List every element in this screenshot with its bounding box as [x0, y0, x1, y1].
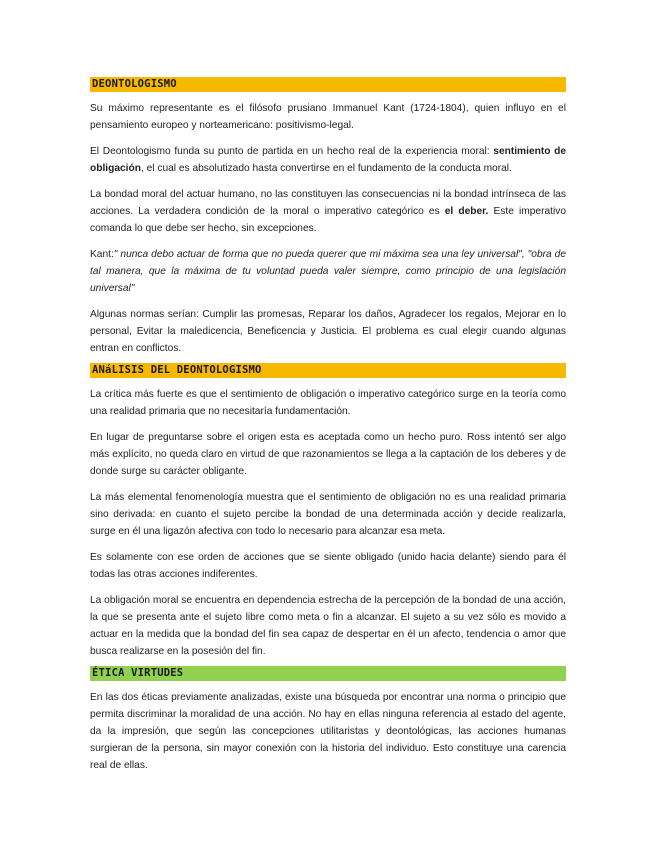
text-run: El Deontologismo funda su punto de partida en un hecho real de la experiencia moral: [90, 146, 494, 157]
bold-text: el deber. [444, 206, 489, 217]
paragraph: La obligación moral se encuentra en dependencia estrecha de la percepción de la bondad de una acción, la que se presenta ante el sujeto libre como meta o fin a alcanzar. El sujeto a su vez sólo es movido a actuar en la medida que la bondad del fin sea capaz de despertar en él un afecto, tendencia o amor que busca realizarse en la posesión del fin. [90, 595, 566, 657]
section-heading-deontologismo: DEONTOLOGISMO [90, 77, 566, 92]
document-page [90, 70, 566, 774]
paragraph [90, 143, 566, 177]
text-run: , el cual es absolutizado hasta convertirse en el fundamento de la conducta moral. [140, 163, 512, 174]
paragraph: Es solamente con ese orden de acciones que se siente obligado (unido hacia delante) siendo para él todas las otras acciones indiferentes. [90, 552, 566, 580]
text-run: Este imperativo comanda lo que debe ser hecho, sin excepciones. [90, 206, 566, 234]
text-run: Kant: [90, 249, 114, 260]
bold-text: sentimiento de obligación [90, 146, 567, 174]
paragraph: En las dos éticas previamente analizadas, existe una búsqueda por encontrar una norma o principio que permita discriminar la moralidad de una acción. No hay en ellas ninguna referencia al estado del agente, da la impresión, que según las concepciones utilitaristas y deontológicas, las acciones humanas surgieran de la persona, sin mayor conexión con la historia del individuo. Esto constituye una carencia real de ellas. [90, 692, 566, 771]
paragraph: Su máximo representante es el filósofo prusiano Immanuel Kant (1724-1804), quien influyo en el pensamiento europeo y norteamericano: positivismo-legal. [90, 103, 566, 131]
section-heading-analisis: ANáLISIS DEL DEONTOLOGISMO [90, 363, 566, 378]
paragraph: La más elemental fenomenología muestra que el sentimiento de obligación no es una realidad primaria sino derivada: en cuanto el sujeto percibe la bondad de una determinada acción y decide realizarla, surge en él una ligazón afectiva con todo lo necesario para alcanzar esa meta. [90, 492, 566, 537]
text-run: La bondad moral del actuar humano, no las constituyen las consecuencias ni la bondad intrínseca de las acciones. La verdadera condición de la moral o imperativo categórico es [90, 189, 566, 217]
section-heading-etica-virtudes: ÉTICA VIRTUDES [90, 666, 566, 681]
quote-paragraph [90, 246, 566, 297]
italic-quote: " nunca debo actuar de forma que no pueda querer que mi máxima sea una ley universal", "obra de tal manera, que la máxima de tu voluntad pueda valer siempre, como principio de una legislación universal" [90, 249, 566, 294]
paragraph: La crítica más fuerte es que el sentimiento de obligación o imperativo categórico surge en la teoría como una realidad primaria que no necesitaría fundamentación. [90, 389, 566, 417]
paragraph: En lugar de preguntarse sobre el origen esta es aceptada como un hecho puro. Ross intentó ser algo más explícito, no queda claro en virtud de que razonamientos se llega a la captación de los deberes y de donde surge su carácter obligante. [90, 432, 566, 477]
paragraph: Algunas normas serían: Cumplir las promesas, Reparar los daños, Agradecer los regalos, Mejorar en lo personal, Evitar la maledicencia, Beneficencia y Justicia. El problema es cual elegir cuando algunas entran en conflictos. [90, 309, 566, 354]
paragraph [90, 186, 566, 237]
